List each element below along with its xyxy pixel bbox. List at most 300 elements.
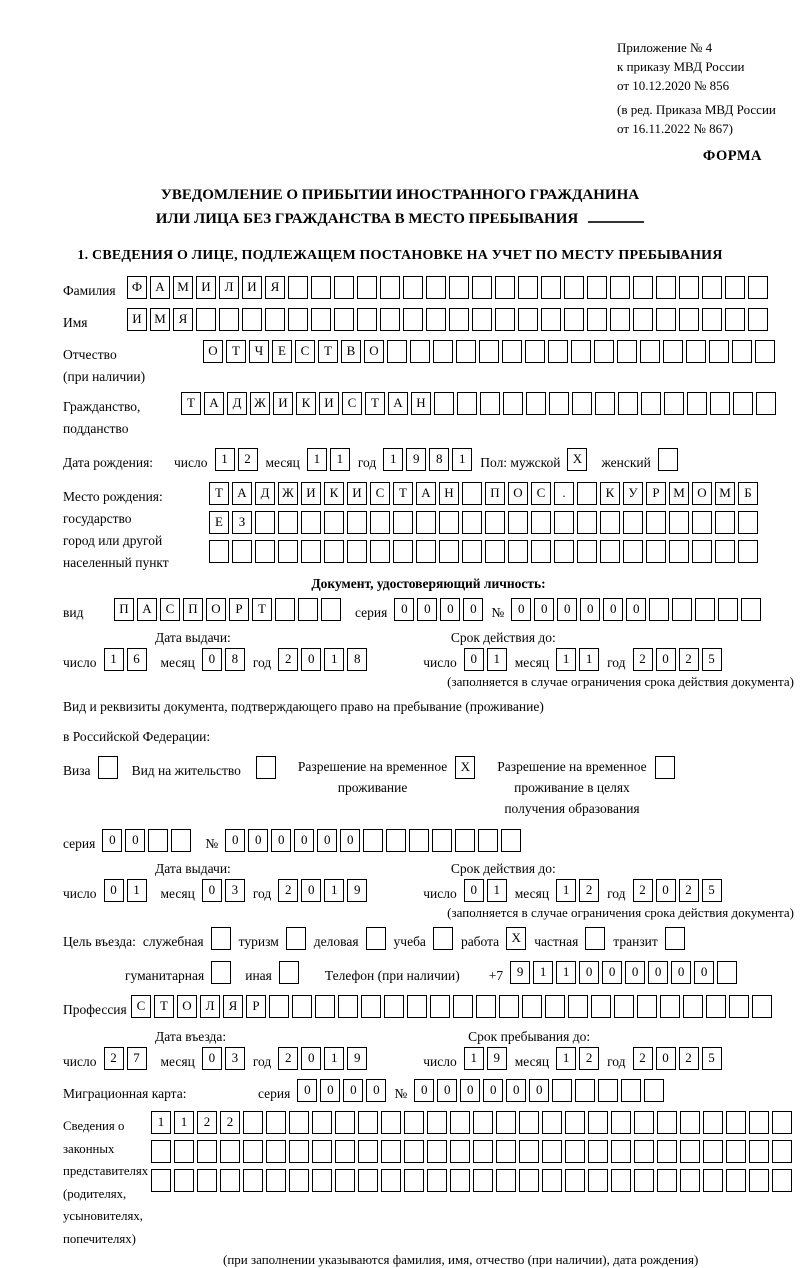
- char-cell[interactable]: [571, 340, 591, 363]
- char-cell[interactable]: [384, 995, 404, 1018]
- char-cell[interactable]: [495, 308, 515, 331]
- char-cell[interactable]: [433, 340, 453, 363]
- char-cell[interactable]: [480, 392, 500, 415]
- char-cell[interactable]: .: [554, 482, 574, 505]
- char-cell[interactable]: [672, 598, 692, 621]
- char-cell[interactable]: [335, 1111, 355, 1134]
- char-cell[interactable]: [600, 511, 620, 534]
- char-cell[interactable]: [658, 448, 678, 471]
- char-cell[interactable]: Р: [229, 598, 249, 621]
- char-cell[interactable]: Т: [393, 482, 413, 505]
- char-cell[interactable]: [381, 1169, 401, 1192]
- char-cell[interactable]: [255, 511, 275, 534]
- guardians-input-row3[interactable]: [151, 1169, 792, 1192]
- char-cell[interactable]: Я: [223, 995, 243, 1018]
- char-cell[interactable]: О: [364, 340, 384, 363]
- char-cell[interactable]: П: [183, 598, 203, 621]
- char-cell[interactable]: 1: [533, 961, 553, 984]
- char-cell[interactable]: [430, 995, 450, 1018]
- char-cell[interactable]: 0: [483, 1079, 503, 1102]
- char-cell[interactable]: 6: [127, 648, 147, 671]
- sex-male-checkbox[interactable]: [567, 448, 587, 471]
- char-cell[interactable]: [692, 540, 712, 563]
- char-cell[interactable]: [404, 1169, 424, 1192]
- char-cell[interactable]: [519, 1111, 539, 1134]
- char-cell[interactable]: [324, 511, 344, 534]
- char-cell[interactable]: [499, 995, 519, 1018]
- char-cell[interactable]: [518, 276, 538, 299]
- char-cell[interactable]: [220, 1169, 240, 1192]
- char-cell[interactable]: С: [531, 482, 551, 505]
- stay-year-input[interactable]: [633, 1047, 722, 1070]
- char-cell[interactable]: Н: [411, 392, 431, 415]
- char-cell[interactable]: [703, 1140, 723, 1163]
- char-cell[interactable]: 0: [414, 1079, 434, 1102]
- char-cell[interactable]: 2: [679, 648, 699, 671]
- char-cell[interactable]: 1: [104, 648, 124, 671]
- char-cell[interactable]: [404, 1111, 424, 1134]
- char-cell[interactable]: С: [131, 995, 151, 1018]
- char-cell[interactable]: 1: [556, 961, 576, 984]
- char-cell[interactable]: [669, 540, 689, 563]
- char-cell[interactable]: 2: [633, 879, 653, 902]
- char-cell[interactable]: [657, 1111, 677, 1134]
- char-cell[interactable]: [449, 308, 469, 331]
- char-cell[interactable]: [255, 540, 275, 563]
- stay-day-input[interactable]: [464, 1047, 507, 1070]
- char-cell[interactable]: И: [273, 392, 293, 415]
- char-cell[interactable]: У: [623, 482, 643, 505]
- char-cell[interactable]: [772, 1111, 792, 1134]
- char-cell[interactable]: [633, 276, 653, 299]
- purpose-study-checkbox[interactable]: [433, 927, 453, 950]
- char-cell[interactable]: [472, 276, 492, 299]
- char-cell[interactable]: 0: [602, 961, 622, 984]
- entry-year-input[interactable]: [278, 1047, 367, 1070]
- char-cell[interactable]: Т: [154, 995, 174, 1018]
- doc-kind-input[interactable]: [114, 598, 341, 621]
- mig-number-input[interactable]: [414, 1079, 664, 1102]
- char-cell[interactable]: [462, 540, 482, 563]
- birth-year-input[interactable]: [383, 448, 472, 471]
- char-cell[interactable]: [587, 308, 607, 331]
- char-cell[interactable]: [289, 1169, 309, 1192]
- char-cell[interactable]: Я: [173, 308, 193, 331]
- char-cell[interactable]: [614, 995, 634, 1018]
- char-cell[interactable]: [541, 308, 561, 331]
- char-cell[interactable]: [738, 511, 758, 534]
- char-cell[interactable]: [358, 1169, 378, 1192]
- char-cell[interactable]: [577, 482, 597, 505]
- char-cell[interactable]: [552, 1079, 572, 1102]
- char-cell[interactable]: [726, 1111, 746, 1134]
- char-cell[interactable]: [335, 1140, 355, 1163]
- char-cell[interactable]: [370, 540, 390, 563]
- char-cell[interactable]: [151, 1140, 171, 1163]
- char-cell[interactable]: А: [137, 598, 157, 621]
- char-cell[interactable]: [519, 1169, 539, 1192]
- char-cell[interactable]: [564, 308, 584, 331]
- char-cell[interactable]: А: [150, 276, 170, 299]
- char-cell[interactable]: [386, 829, 406, 852]
- char-cell[interactable]: М: [669, 482, 689, 505]
- char-cell[interactable]: [278, 540, 298, 563]
- char-cell[interactable]: [541, 276, 561, 299]
- mig-series-input[interactable]: [297, 1079, 386, 1102]
- char-cell[interactable]: 9: [347, 879, 367, 902]
- char-cell[interactable]: Д: [227, 392, 247, 415]
- char-cell[interactable]: Ж: [250, 392, 270, 415]
- char-cell[interactable]: [519, 1140, 539, 1163]
- char-cell[interactable]: [232, 540, 252, 563]
- char-cell[interactable]: [211, 961, 231, 984]
- char-cell[interactable]: [656, 308, 676, 331]
- char-cell[interactable]: [496, 1140, 516, 1163]
- char-cell[interactable]: 2: [238, 448, 258, 471]
- char-cell[interactable]: [508, 511, 528, 534]
- char-cell[interactable]: X: [506, 927, 526, 950]
- char-cell[interactable]: [347, 511, 367, 534]
- char-cell[interactable]: [611, 1111, 631, 1134]
- char-cell[interactable]: 1: [579, 648, 599, 671]
- char-cell[interactable]: [292, 995, 312, 1018]
- char-cell[interactable]: [496, 1169, 516, 1192]
- char-cell[interactable]: А: [232, 482, 252, 505]
- char-cell[interactable]: [633, 308, 653, 331]
- char-cell[interactable]: [663, 340, 683, 363]
- char-cell[interactable]: [772, 1169, 792, 1192]
- char-cell[interactable]: [575, 1079, 595, 1102]
- char-cell[interactable]: [479, 340, 499, 363]
- char-cell[interactable]: 8: [225, 648, 245, 671]
- guardians-input-row1[interactable]: [151, 1111, 792, 1134]
- char-cell[interactable]: [741, 598, 761, 621]
- char-cell[interactable]: [594, 340, 614, 363]
- char-cell[interactable]: [749, 1111, 769, 1134]
- char-cell[interactable]: [427, 1111, 447, 1134]
- char-cell[interactable]: [449, 276, 469, 299]
- surname-input[interactable]: [127, 276, 768, 299]
- char-cell[interactable]: [453, 995, 473, 1018]
- char-cell[interactable]: 0: [340, 829, 360, 852]
- char-cell[interactable]: [286, 927, 306, 950]
- char-cell[interactable]: 0: [625, 961, 645, 984]
- char-cell[interactable]: [312, 1111, 332, 1134]
- char-cell[interactable]: [687, 392, 707, 415]
- temp-residence-edu-checkbox[interactable]: [655, 756, 675, 779]
- entry-month-input[interactable]: [202, 1047, 245, 1070]
- char-cell[interactable]: О: [203, 340, 223, 363]
- char-cell[interactable]: [637, 995, 657, 1018]
- char-cell[interactable]: [572, 392, 592, 415]
- char-cell[interactable]: [266, 1169, 286, 1192]
- char-cell[interactable]: [462, 482, 482, 505]
- char-cell[interactable]: [610, 308, 630, 331]
- char-cell[interactable]: [301, 540, 321, 563]
- char-cell[interactable]: 0: [104, 879, 124, 902]
- char-cell[interactable]: К: [600, 482, 620, 505]
- char-cell[interactable]: [611, 1169, 631, 1192]
- char-cell[interactable]: [197, 1140, 217, 1163]
- char-cell[interactable]: 0: [248, 829, 268, 852]
- char-cell[interactable]: 1: [151, 1111, 171, 1134]
- char-cell[interactable]: [347, 540, 367, 563]
- char-cell[interactable]: [554, 511, 574, 534]
- id-expiry-day-input[interactable]: [464, 648, 507, 671]
- char-cell[interactable]: 0: [603, 598, 623, 621]
- char-cell[interactable]: [450, 1140, 470, 1163]
- char-cell[interactable]: 0: [557, 598, 577, 621]
- char-cell[interactable]: [503, 392, 523, 415]
- id-issue-day-input[interactable]: [104, 648, 147, 671]
- res-series-input[interactable]: [102, 829, 191, 852]
- char-cell[interactable]: 8: [429, 448, 449, 471]
- char-cell[interactable]: [617, 340, 637, 363]
- char-cell[interactable]: 1: [452, 448, 472, 471]
- char-cell[interactable]: 2: [104, 1047, 124, 1070]
- char-cell[interactable]: 0: [437, 1079, 457, 1102]
- char-cell[interactable]: [657, 1140, 677, 1163]
- char-cell[interactable]: Т: [365, 392, 385, 415]
- char-cell[interactable]: [703, 1111, 723, 1134]
- char-cell[interactable]: [522, 995, 542, 1018]
- char-cell[interactable]: [508, 540, 528, 563]
- char-cell[interactable]: 1: [307, 448, 327, 471]
- char-cell[interactable]: [174, 1140, 194, 1163]
- char-cell[interactable]: 0: [463, 598, 483, 621]
- char-cell[interactable]: 1: [330, 448, 350, 471]
- char-cell[interactable]: 9: [510, 961, 530, 984]
- char-cell[interactable]: В: [341, 340, 361, 363]
- char-cell[interactable]: [366, 927, 386, 950]
- char-cell[interactable]: 1: [174, 1111, 194, 1134]
- char-cell[interactable]: [600, 540, 620, 563]
- id-issue-month-input[interactable]: [202, 648, 245, 671]
- char-cell[interactable]: [726, 1169, 746, 1192]
- char-cell[interactable]: 2: [278, 648, 298, 671]
- char-cell[interactable]: И: [242, 276, 262, 299]
- char-cell[interactable]: [298, 598, 318, 621]
- char-cell[interactable]: Л: [219, 276, 239, 299]
- char-cell[interactable]: [196, 308, 216, 331]
- res-expiry-day-input[interactable]: [464, 879, 507, 902]
- char-cell[interactable]: [478, 829, 498, 852]
- char-cell[interactable]: 0: [125, 829, 145, 852]
- char-cell[interactable]: [311, 308, 331, 331]
- char-cell[interactable]: [634, 1169, 654, 1192]
- visa-checkbox[interactable]: [98, 756, 118, 779]
- entry-day-input[interactable]: [104, 1047, 147, 1070]
- char-cell[interactable]: [472, 308, 492, 331]
- char-cell[interactable]: [357, 308, 377, 331]
- char-cell[interactable]: С: [342, 392, 362, 415]
- char-cell[interactable]: [301, 511, 321, 534]
- char-cell[interactable]: 0: [301, 879, 321, 902]
- char-cell[interactable]: Р: [646, 482, 666, 505]
- char-cell[interactable]: [542, 1140, 562, 1163]
- char-cell[interactable]: [457, 392, 477, 415]
- char-cell[interactable]: 1: [215, 448, 235, 471]
- purpose-work-checkbox[interactable]: [506, 927, 526, 950]
- char-cell[interactable]: [409, 829, 429, 852]
- char-cell[interactable]: 2: [579, 1047, 599, 1070]
- char-cell[interactable]: О: [206, 598, 226, 621]
- doc-number-input[interactable]: [511, 598, 761, 621]
- id-expiry-month-input[interactable]: [556, 648, 599, 671]
- char-cell[interactable]: [702, 276, 722, 299]
- char-cell[interactable]: 0: [511, 598, 531, 621]
- char-cell[interactable]: 0: [440, 598, 460, 621]
- char-cell[interactable]: [531, 511, 551, 534]
- purpose-official-checkbox[interactable]: [211, 927, 231, 950]
- char-cell[interactable]: [664, 392, 684, 415]
- char-cell[interactable]: [416, 540, 436, 563]
- char-cell[interactable]: [634, 1140, 654, 1163]
- char-cell[interactable]: [455, 829, 475, 852]
- char-cell[interactable]: [312, 1169, 332, 1192]
- char-cell[interactable]: [703, 1169, 723, 1192]
- res-number-input[interactable]: [225, 829, 521, 852]
- char-cell[interactable]: 0: [301, 648, 321, 671]
- char-cell[interactable]: 1: [127, 879, 147, 902]
- char-cell[interactable]: [171, 829, 191, 852]
- char-cell[interactable]: [709, 340, 729, 363]
- char-cell[interactable]: 0: [271, 829, 291, 852]
- char-cell[interactable]: [748, 308, 768, 331]
- char-cell[interactable]: 0: [297, 1079, 317, 1102]
- char-cell[interactable]: [657, 1169, 677, 1192]
- char-cell[interactable]: [725, 308, 745, 331]
- char-cell[interactable]: [679, 308, 699, 331]
- char-cell[interactable]: [634, 1111, 654, 1134]
- char-cell[interactable]: А: [204, 392, 224, 415]
- char-cell[interactable]: З: [232, 511, 252, 534]
- char-cell[interactable]: [439, 540, 459, 563]
- char-cell[interactable]: [501, 829, 521, 852]
- char-cell[interactable]: Е: [272, 340, 292, 363]
- char-cell[interactable]: [473, 1111, 493, 1134]
- char-cell[interactable]: М: [173, 276, 193, 299]
- char-cell[interactable]: О: [177, 995, 197, 1018]
- char-cell[interactable]: К: [296, 392, 316, 415]
- char-cell[interactable]: [710, 392, 730, 415]
- char-cell[interactable]: [288, 276, 308, 299]
- purpose-tourism-checkbox[interactable]: [286, 927, 306, 950]
- char-cell[interactable]: [692, 511, 712, 534]
- char-cell[interactable]: [370, 511, 390, 534]
- char-cell[interactable]: [485, 511, 505, 534]
- char-cell[interactable]: [680, 1111, 700, 1134]
- char-cell[interactable]: И: [347, 482, 367, 505]
- given-name-input[interactable]: [127, 308, 768, 331]
- birth-place-input-row1[interactable]: [209, 482, 758, 505]
- char-cell[interactable]: [289, 1140, 309, 1163]
- char-cell[interactable]: [380, 308, 400, 331]
- char-cell[interactable]: [426, 308, 446, 331]
- char-cell[interactable]: А: [416, 482, 436, 505]
- char-cell[interactable]: [549, 392, 569, 415]
- char-cell[interactable]: [220, 1140, 240, 1163]
- char-cell[interactable]: [644, 1079, 664, 1102]
- char-cell[interactable]: [243, 1169, 263, 1192]
- char-cell[interactable]: 2: [579, 879, 599, 902]
- char-cell[interactable]: [426, 276, 446, 299]
- char-cell[interactable]: Ч: [249, 340, 269, 363]
- char-cell[interactable]: [733, 392, 753, 415]
- char-cell[interactable]: 0: [534, 598, 554, 621]
- char-cell[interactable]: [715, 540, 735, 563]
- char-cell[interactable]: [358, 1140, 378, 1163]
- char-cell[interactable]: 1: [464, 1047, 484, 1070]
- char-cell[interactable]: [324, 540, 344, 563]
- char-cell[interactable]: [476, 995, 496, 1018]
- char-cell[interactable]: 2: [633, 1047, 653, 1070]
- char-cell[interactable]: [611, 1140, 631, 1163]
- char-cell[interactable]: [219, 308, 239, 331]
- char-cell[interactable]: [588, 1111, 608, 1134]
- char-cell[interactable]: [174, 1169, 194, 1192]
- char-cell[interactable]: 0: [394, 598, 414, 621]
- char-cell[interactable]: [289, 1111, 309, 1134]
- char-cell[interactable]: [410, 340, 430, 363]
- char-cell[interactable]: [756, 392, 776, 415]
- char-cell[interactable]: М: [715, 482, 735, 505]
- char-cell[interactable]: П: [485, 482, 505, 505]
- char-cell[interactable]: [656, 276, 676, 299]
- profession-input[interactable]: [131, 995, 772, 1018]
- patronymic-input[interactable]: [203, 340, 775, 363]
- res-issue-month-input[interactable]: [202, 879, 245, 902]
- char-cell[interactable]: 1: [383, 448, 403, 471]
- char-cell[interactable]: Т: [318, 340, 338, 363]
- char-cell[interactable]: [725, 276, 745, 299]
- char-cell[interactable]: [715, 511, 735, 534]
- guardians-input-row2[interactable]: [151, 1140, 792, 1163]
- char-cell[interactable]: М: [150, 308, 170, 331]
- char-cell[interactable]: Р: [246, 995, 266, 1018]
- char-cell[interactable]: [433, 927, 453, 950]
- char-cell[interactable]: 0: [656, 879, 676, 902]
- char-cell[interactable]: 0: [320, 1079, 340, 1102]
- char-cell[interactable]: 2: [633, 648, 653, 671]
- char-cell[interactable]: [381, 1140, 401, 1163]
- char-cell[interactable]: [209, 540, 229, 563]
- char-cell[interactable]: [256, 756, 276, 779]
- char-cell[interactable]: [381, 1111, 401, 1134]
- char-cell[interactable]: С: [160, 598, 180, 621]
- char-cell[interactable]: [610, 276, 630, 299]
- char-cell[interactable]: [266, 1140, 286, 1163]
- char-cell[interactable]: 3: [225, 1047, 245, 1070]
- char-cell[interactable]: [380, 276, 400, 299]
- char-cell[interactable]: [531, 540, 551, 563]
- residence-permit-checkbox[interactable]: [256, 756, 276, 779]
- char-cell[interactable]: [416, 511, 436, 534]
- char-cell[interactable]: [660, 995, 680, 1018]
- res-expiry-year-input[interactable]: [633, 879, 722, 902]
- char-cell[interactable]: И: [127, 308, 147, 331]
- phone-input[interactable]: [510, 961, 737, 984]
- char-cell[interactable]: Д: [255, 482, 275, 505]
- char-cell[interactable]: [686, 340, 706, 363]
- char-cell[interactable]: [748, 276, 768, 299]
- char-cell[interactable]: [321, 598, 341, 621]
- char-cell[interactable]: [393, 511, 413, 534]
- char-cell[interactable]: Т: [226, 340, 246, 363]
- char-cell[interactable]: 1: [324, 879, 344, 902]
- char-cell[interactable]: 0: [202, 879, 222, 902]
- char-cell[interactable]: [502, 340, 522, 363]
